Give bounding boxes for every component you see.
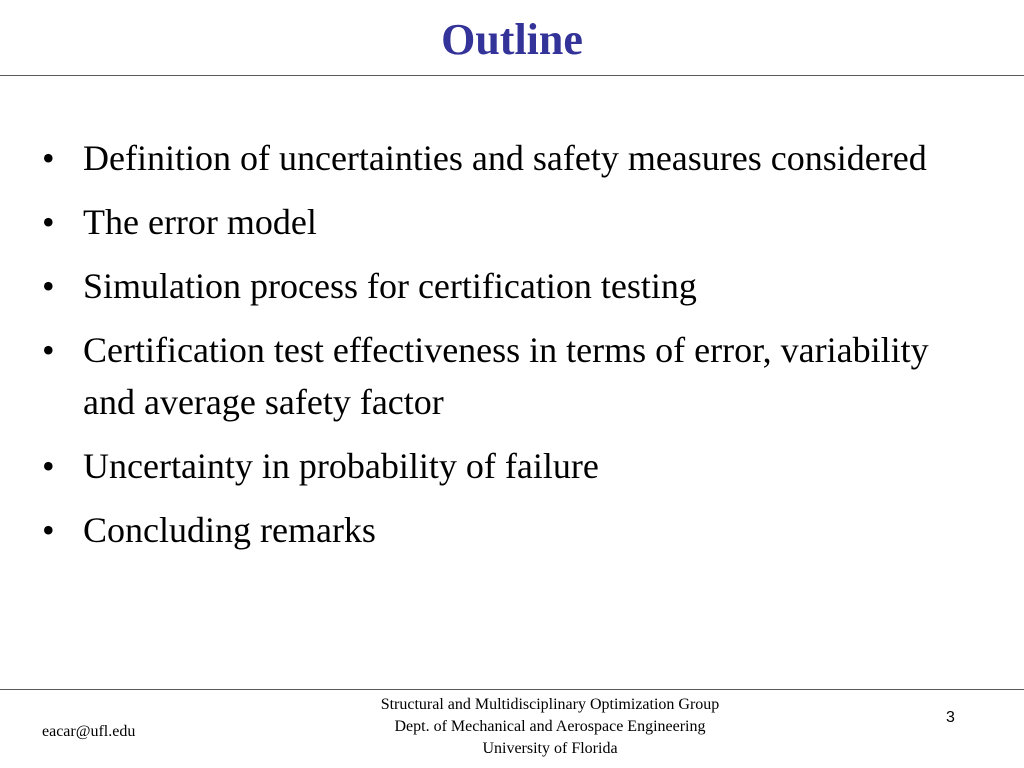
footer-dept-line: Dept. of Mechanical and Aerospace Engineering [394,718,706,735]
bullet-item [40,440,980,492]
footer-divider [0,689,1024,690]
bullet-item [40,504,980,556]
bullet-dot-icon: • [42,510,55,550]
bullet-text: Uncertainty in probability of failure [83,446,599,486]
footer-affiliation [300,694,800,760]
bullet-dot-icon: • [42,446,55,486]
footer-email: eacar@ufl.edu [42,723,136,740]
outline-bullet-list [40,132,980,568]
page-number: 3 [946,709,955,726]
footer-org-line: Structural and Multidisciplinary Optimization Group [380,696,720,713]
bullet-text: Concluding remarks [83,510,376,550]
bullet-text: Certification test effectiveness in terms of error, variability and average safety factor [83,330,929,422]
bullet-text: Simulation process for certification testing [83,266,697,306]
footer-university-line: University of Florida [482,740,618,757]
bullet-dot-icon: • [42,266,55,306]
bullet-item [40,260,980,312]
bullet-dot-icon: • [42,202,55,242]
bullet-item [40,196,980,248]
title-divider [0,75,1024,76]
bullet-dot-icon: • [42,330,55,370]
bullet-dot-icon: • [42,138,55,178]
slide-title: Outline [441,15,583,64]
bullet-item [40,324,980,428]
bullet-item [40,132,980,184]
bullet-text: The error model [83,202,317,242]
bullet-text: Definition of uncertainties and safety measures considered [83,138,927,178]
